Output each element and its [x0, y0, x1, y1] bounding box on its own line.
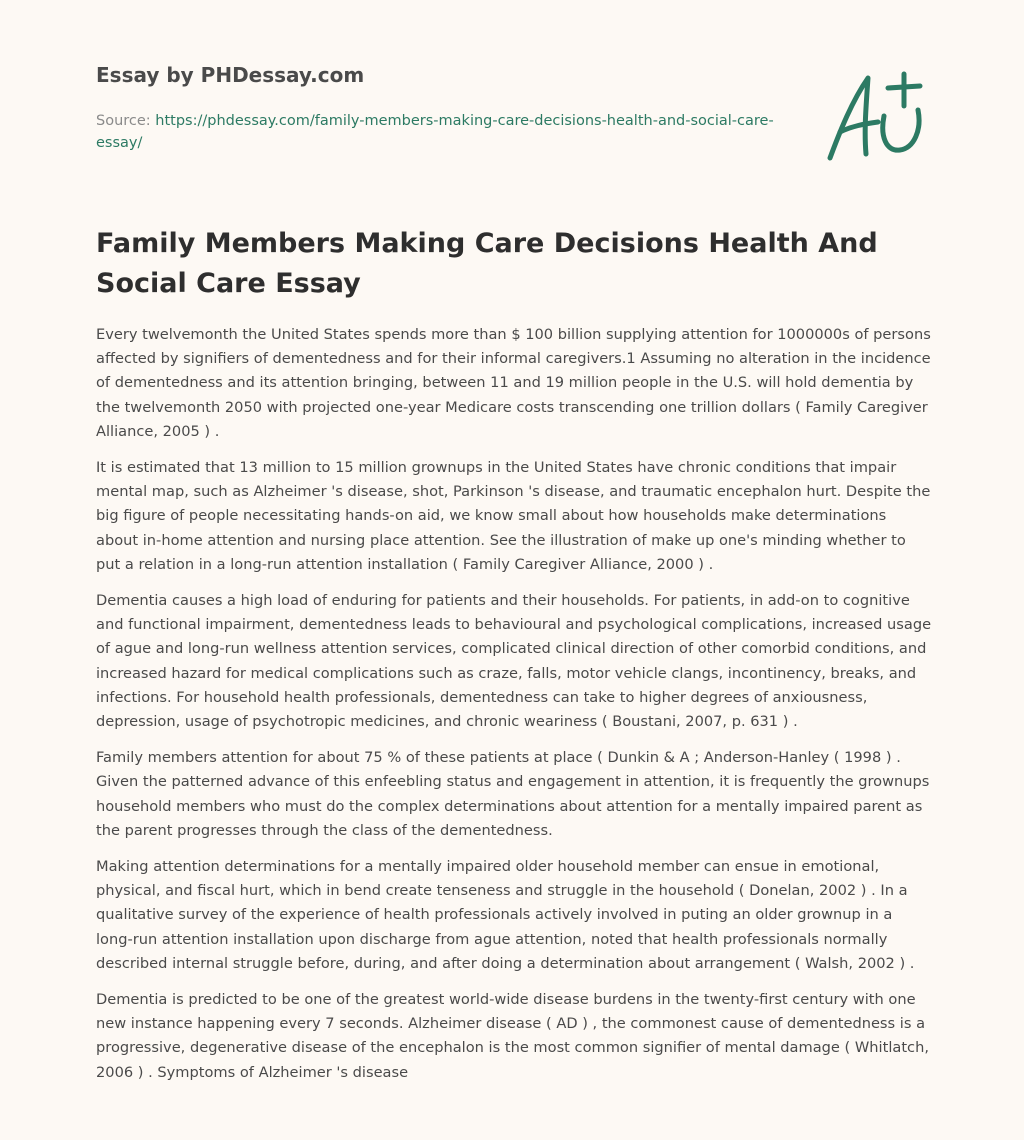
site-title: Essay by PHDessay.com [96, 63, 365, 87]
source-line [96, 110, 796, 155]
paragraph: Dementia causes a high load of enduring for patients and their households. For patients, in add-on to cognitive and functional impairment, dementedness leads to behavioural and psychological complications, increased usage of ague and long-run wellness attention services, complicated clinical direction of other comorbid conditions, and increased hazard for medical complications such as craze, falls, motor vehicle clangs, incontinency, breaks, and infections. For household health professionals, dementedness can take to higher degrees of anxiousness, depression, usage of psychotropic medicines, and chronic weariness ( Boustani, 2007, p. 631 ) . [96, 592, 932, 731]
article-title: Family Members Making Care Decisions Health And Social Care Essay [96, 228, 878, 299]
article-body [96, 323, 932, 1097]
source-link[interactable]: https://phdessay.com/family-members-making-care-decisions-health-and-social-care-essay/ [96, 113, 774, 152]
a-plus-logo-icon [822, 66, 932, 166]
paragraph: Dementia is predicted to be one of the greatest world-wide disease burdens in the twenty-first century with one new instance happening every 7 seconds. Alzheimer disease ( AD ) , the commonest cause of dementedness is a progressive, degenerative disease of the encephalon is the most common signifier of mental damage ( Whitlatch, 2006 ) . Symptoms of Alzheimer 's disease [96, 991, 929, 1081]
page-header [96, 62, 796, 155]
paragraph: It is estimated that 13 million to 15 million grownups in the United States have chronic conditions that impair mental map, such as Alzheimer 's disease, shot, Parkinson 's disease, and traumatic encephalon hurt. Despite the big figure of people necessitating hands-on aid, we know small about how households make determinations about in-home attention and nursing place attention. See the illustration of make up one's minding whether to put a relation in a long-run attention installation ( Family Caregiver Alliance, 2000 ) . [96, 459, 931, 573]
paragraph: Every twelvemonth the United States spends more than $ 100 billion supplying attention for 1000000s of persons affected by signifiers of dementedness and for their informal caregivers.1 Assuming no alteration in the incidence of dementedness and its attention bringing, between 11 and 19 million people in the U.S. will hold dementia by the twelvemonth 2050 with projected one-year Medicare costs transcending one trillion dollars ( Family Caregiver Alliance, 2005 ) . [96, 326, 931, 440]
paragraph: Making attention determinations for a mentally impaired older household member can ensue in emotional, physical, and fiscal hurt, which in bend create tenseness and struggle in the household ( Donelan, 2002 ) . In a qualitative survey of the experience of health professionals actively involved in puting an older grownup in a long-run attention installation upon discharge from ague attention, noted that health professionals normally described internal struggle before, during, and after doing a determination about arrangement ( Walsh, 2002 ) . [96, 858, 915, 972]
paragraph: Family members attention for about 75 % of these patients at place ( Dunkin & A ; Anderson-Hanley ( 1998 ) . Given the patterned advance of this enfeebling status and engagement in attention, it is frequently the grownups household members who must do the complex determinations about attention for a mentally impaired parent as the parent progresses through the class of the dementedness. [96, 749, 930, 839]
source-label: Source: [96, 113, 151, 129]
